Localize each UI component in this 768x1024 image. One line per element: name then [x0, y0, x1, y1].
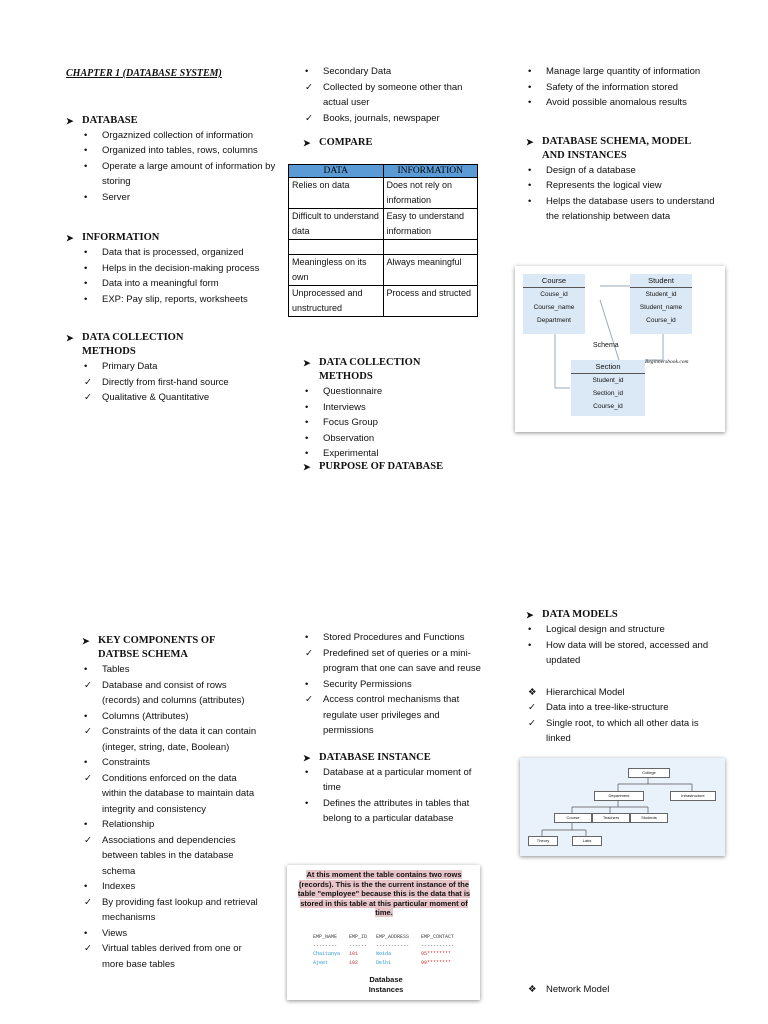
collection-heading-1: ➤ DATA COLLECTION METHODS [66, 332, 184, 357]
instance-list [303, 765, 483, 827]
compare-table [288, 164, 478, 317]
list-item: • Interviews [303, 400, 483, 416]
chapter-title: CHAPTER 1 (DATABASE SYSTEM) [66, 68, 222, 79]
secondary-list [303, 64, 483, 126]
list-item: • Design of a database [526, 163, 726, 179]
list-item: ✓ Associations and dependencies between tables in the database schema [82, 833, 262, 880]
table-row: Relies on data Does not rely on information [289, 178, 478, 209]
list-item: • Columns (Attributes) [82, 709, 262, 725]
list-item: • Safety of the information stored [526, 80, 726, 96]
list-item: • Relationship [82, 817, 262, 833]
list-item: • How data will be stored, accessed and updated [526, 638, 726, 669]
list-item: ✓ Single root, to which all other data is linked [526, 716, 726, 747]
section-entity: Section Student_id Section_id Course_id [571, 360, 645, 416]
list-item: • Represents the logical view [526, 178, 726, 194]
course-entity: Course Couse_id Course_name Department [523, 274, 585, 334]
table-divider: -------- ------ ----------- ----------- [313, 942, 455, 949]
purpose-list [526, 64, 726, 111]
list-item: • Defines the attributes in tables that belong to a particular database [303, 796, 483, 827]
column-3-bottom [526, 604, 726, 747]
list-item: • Questionnaire [303, 384, 483, 400]
list-item: ✓ Virtual tables derived from one or more base tables [82, 941, 262, 972]
list-item: • Primary Data [82, 359, 276, 375]
list-item: • Experimental [303, 446, 483, 462]
list-item: • Views [82, 926, 262, 942]
tree-node-root: College [628, 768, 670, 778]
column-1-top [66, 66, 276, 406]
list-item: • Avoid possible anomalous results [526, 95, 726, 111]
list-item: • Data into a meaningful form [82, 276, 276, 292]
information-heading: ➤ INFORMATION [66, 232, 160, 243]
schema-list [526, 163, 726, 225]
list-item: ✓ Access control mechanisms that regulate user privileges and permissions [303, 692, 483, 739]
instance-table [313, 933, 454, 967]
list-item: • Operate a large amount of information by storing [82, 159, 276, 190]
hierarchical-list [526, 685, 726, 747]
table-row: Chaitanya 101 Noida 95******** [313, 951, 452, 957]
information-list [82, 245, 276, 307]
list-item: ❖ Network Model [526, 982, 726, 998]
list-item: ✓ Directly from first-hand source [82, 375, 276, 391]
schema-label: Schema [593, 342, 619, 349]
column-1-bottom [82, 630, 262, 972]
list-item: • Manage large quantity of information [526, 64, 726, 80]
list-item: ✓ Books, journals, newspaper [303, 111, 483, 127]
instance-figure [287, 865, 480, 1000]
list-item: • Helps the database users to understand the relationship between data [526, 194, 726, 225]
list-item: • Secondary Data [303, 64, 483, 80]
list-item: • Focus Group [303, 415, 483, 431]
instance-caption: At this moment the table contains two rows (records). This is the the current instance of the table "employee" because this is the data that is stored in this table at this particular moment of time. [297, 870, 471, 917]
table-row: Meaningless on its own Always meaningful [289, 255, 478, 286]
tree-node-labs: Labs [572, 836, 602, 846]
hierarchy-figure [520, 758, 725, 856]
table-row: Unprocessed and unstructured Process and structed [289, 286, 478, 317]
collection-list-1 [82, 359, 276, 406]
list-item: ✓ Collected by someone other than actual user [303, 80, 483, 111]
collection-list-2 [303, 384, 483, 462]
database-list [82, 128, 276, 206]
data-models-heading: ➤ DATA MODELS [526, 609, 618, 620]
tree-node-infrastructure: Infrastructure [670, 791, 716, 801]
list-item: • Helps in the decision-making process [82, 261, 276, 277]
instance-label: Database Instances [368, 975, 404, 994]
schema-figure [515, 266, 725, 432]
table-row: Ajeet 102 Delhi 99******** [313, 959, 452, 966]
list-item: • Server [82, 190, 276, 206]
column-2-top [303, 64, 483, 150]
list-item: ❖ Hierarchical Model [526, 685, 726, 701]
table-header: DATA INFORMATION [289, 165, 478, 178]
instance-heading: ➤ DATABASE INSTANCE [303, 751, 431, 763]
list-item: • Database at a particular moment of time [303, 765, 483, 796]
tree-node-course: Course [554, 813, 592, 823]
tree-node-theory: Theory [528, 836, 558, 846]
column-2-mid [303, 352, 483, 474]
table-header: EMP_NAME EMP_ID EMP_ADDRESS EMP_CONTACT [313, 934, 455, 940]
list-item: • EXP: Pay slip, reports, worksheets [82, 292, 276, 308]
list-item: • Security Permissions [303, 677, 483, 693]
database-heading: ➤ DATABASE [66, 114, 138, 126]
table-row: Difficult to understand data Easy to understand information [289, 209, 478, 240]
list-item: ✓ Database and consist of rows (records) and columns (attributes) [82, 678, 262, 709]
compare-heading: ➤ COMPARE [303, 137, 373, 148]
procedures-list [303, 630, 483, 739]
list-item: ✓ Constraints of the data it can contain (integer, string, date, Boolean) [82, 724, 262, 755]
purpose-heading: ➤ PURPOSE OF DATABASE [303, 460, 444, 472]
list-item: ✓ Data into a tree-like-structure [526, 700, 726, 716]
student-entity: Student Student_id Student_name Course_id [630, 274, 692, 334]
tree-node-department: Department [594, 791, 644, 801]
column-2-bottom [303, 630, 483, 827]
collection-heading-2: ➤ DATA COLLECTION METHODS [303, 357, 421, 382]
tree-node-students: Students [630, 813, 668, 823]
watermark: Beginnersbook.com [645, 359, 689, 365]
key-components-heading: ➤ KEY COMPONENTS OF DATBSE SCHEMA [82, 635, 216, 660]
list-item: ✓ By providing fast lookup and retrieval mechanisms [82, 895, 262, 926]
network-model [526, 982, 726, 998]
list-item: ✓ Conditions enforced on the data within the database to maintain data integrity and consistency [82, 771, 262, 818]
tree-node-teachers: Teachers [592, 813, 630, 823]
list-item: • Data that is processed, organized [82, 245, 276, 261]
list-item: ✓ Predefined set of queries or a mini-program that one can save and reuse [303, 646, 483, 677]
list-item: • Tables [82, 662, 262, 678]
key-components-list [82, 662, 262, 972]
schema-heading: ➤ DATABASE SCHEMA, MODEL AND INSTANCES [526, 135, 691, 161]
list-item: ✓ Qualitative & Quantitative [82, 390, 276, 406]
list-item: • Constraints [82, 755, 262, 771]
list-item: • Orgaznized collection of information [82, 128, 276, 144]
list-item: • Organized into tables, rows, columns [82, 143, 276, 159]
list-item: • Indexes [82, 879, 262, 895]
list-item: • Logical design and structure [526, 622, 726, 638]
data-models-list [526, 622, 726, 669]
list-item: • Stored Procedures and Functions [303, 630, 483, 646]
table-row [289, 240, 478, 255]
list-item: • Observation [303, 431, 483, 447]
column-3-top [526, 64, 726, 225]
